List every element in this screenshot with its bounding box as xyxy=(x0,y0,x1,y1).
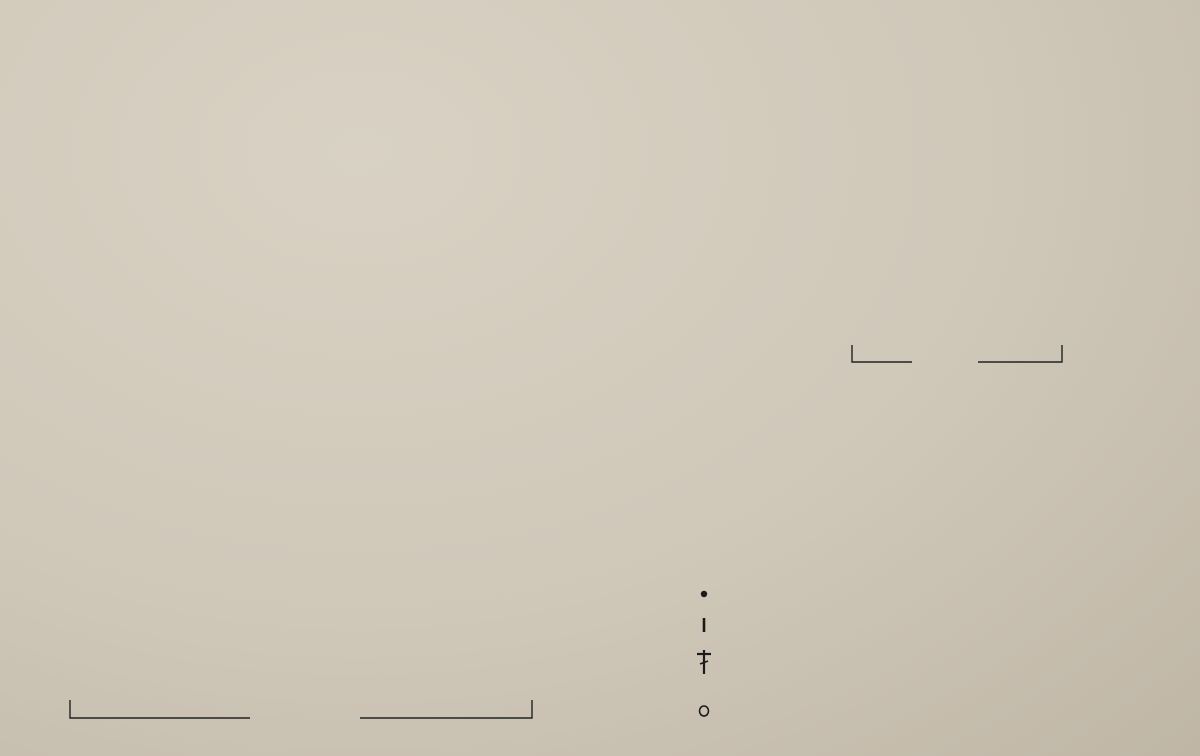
double-crochet-icon xyxy=(697,650,711,674)
legend xyxy=(697,591,711,716)
picot-icon xyxy=(700,706,709,716)
scheme1-rapport-bracket xyxy=(70,700,532,718)
chain-dot-icon xyxy=(701,591,707,597)
scheme2-rapport-bracket xyxy=(852,345,1062,362)
